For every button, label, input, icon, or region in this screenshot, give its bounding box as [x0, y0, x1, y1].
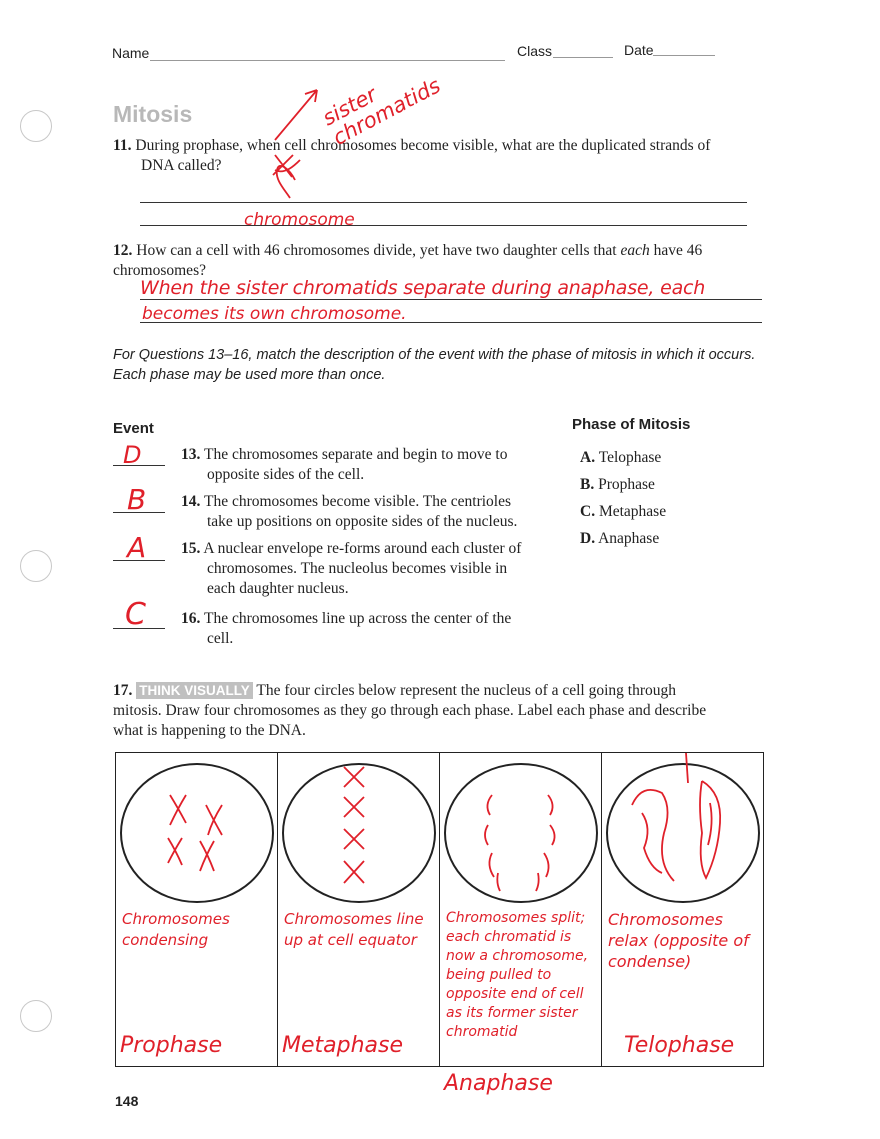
event-15-answer-line [113, 560, 165, 561]
prophase-description: Chromosomes condensing [122, 910, 230, 949]
prophase-label: Prophase [120, 1033, 223, 1058]
telophase-chromosomes [602, 753, 762, 903]
binder-hole-top [20, 110, 52, 142]
q11-annotation-chromosome: chromosome [244, 210, 355, 230]
matching-instructions: For Questions 13–16, match the description of the event with the phase of mitosis in which it occurs. Each phase may be used more than once. [113, 347, 756, 383]
event-14-text: The chromosomes become visible. The centrioles [203, 493, 512, 510]
question-17 [113, 681, 773, 741]
metaphase-chromosomes [278, 753, 438, 903]
event-item-15 [113, 531, 553, 603]
event-header: Event [113, 420, 154, 437]
q12-text-end: have 46 [653, 242, 703, 259]
event-14-text-2: take up positions on opposite sides of the nucleus. [207, 513, 518, 530]
q12-answer-line-1-text: When the sister chromatids separate during anaphase, each [140, 277, 706, 299]
event-15-answer: A [127, 531, 147, 564]
q12-number: 12. [113, 242, 133, 259]
event-15-number: 15. [181, 540, 201, 557]
class-line [553, 57, 613, 58]
phase-a: A. Telophase [580, 449, 662, 466]
event-15-text: A nuclear envelope re-forms around each cluster of [203, 540, 522, 557]
event-15-text-3: each daughter nucleus. [207, 580, 349, 597]
class-label: Class [517, 43, 553, 59]
date-line [653, 55, 715, 56]
event-item-13 [113, 443, 553, 489]
q12-text: How can a cell with 46 chromosomes divide, yet have two daughter cells that [136, 242, 617, 259]
telophase-description: Chromosomes relax (opposite of condense) [608, 910, 749, 971]
event-list [113, 443, 553, 649]
metaphase-label: Metaphase [282, 1033, 404, 1058]
q12-text-2: chromosomes? [113, 262, 206, 279]
event-14-answer: B [127, 483, 147, 516]
event-16-number: 16. [181, 610, 201, 627]
anaphase-description: Chromosomes split; each chromatid is now a chromosome, being pulled to opposite end of cell as its former sister chromatid [446, 910, 589, 1040]
page-number: 148 [115, 1093, 139, 1109]
event-item-14 [113, 483, 553, 535]
binder-hole-bottom [20, 1000, 52, 1032]
event-16-text: The chromosomes line up across the center of the [203, 610, 512, 627]
q11-text: During prophase, when cell chromosomes become visible, what are the duplicated strands of [135, 137, 711, 154]
q17-text-2: mitosis. Draw four chromosomes as they go through each phase. Label each phase and describe [113, 702, 707, 719]
q11-text-2: DNA called? [141, 157, 222, 174]
q11-answer-line-2 [140, 225, 747, 226]
q12-answer-line-2 [140, 322, 762, 323]
q12-answer-line-2-text: becomes its own chromosome. [142, 304, 407, 324]
q11-arrow-drawing [245, 80, 365, 210]
event-13-number: 13. [181, 446, 201, 463]
event-14-number: 14. [181, 493, 201, 510]
q12-text-emphasis: each [620, 242, 650, 259]
q17-text: The four circles below represent the nucleus of a cell going through [256, 682, 677, 699]
q17-number: 17. [113, 682, 133, 699]
anaphase-chromosomes [440, 753, 600, 903]
telophase-label: Telophase [624, 1033, 735, 1058]
event-15-text-2: chromosomes. The nucleolus becomes visible in [207, 560, 508, 577]
phase-b: B. Prophase [580, 476, 655, 493]
cell-metaphase [278, 753, 440, 1067]
anaphase-label: Anaphase [444, 1071, 553, 1096]
event-14-answer-line [113, 512, 165, 513]
think-visually-badge: THINK VISUALLY [136, 682, 253, 699]
q11-annotation-sister-chromatids: sister chromatids [318, 73, 445, 150]
mitosis-drawing-grid [115, 752, 764, 1096]
phase-list [580, 444, 666, 552]
event-16-answer: C [125, 597, 146, 632]
q11-answer-line-1 [140, 202, 747, 203]
phase-d: D. Anaphase [580, 530, 660, 547]
name-label: Name [112, 45, 150, 61]
event-16-text-2: cell. [207, 630, 234, 647]
event-13-answer-line [113, 465, 165, 466]
date-label: Date [624, 42, 654, 58]
event-item-16 [113, 597, 553, 649]
question-12 [113, 241, 773, 281]
cell-telophase [602, 753, 764, 1067]
q12-answer-line-1 [140, 299, 762, 300]
event-16-answer-line [113, 628, 165, 629]
cell-prophase [116, 753, 278, 1067]
question-11 [113, 136, 753, 176]
cell-anaphase [440, 753, 602, 1096]
phase-header: Phase of Mitosis [572, 416, 691, 433]
phase-c: C. Metaphase [580, 503, 667, 520]
q11-number: 11. [113, 137, 132, 154]
event-13-answer: D [123, 441, 142, 469]
event-13-text: The chromosomes separate and begin to move to [203, 446, 508, 463]
metaphase-description: Chromosomes line up at cell equator [284, 910, 424, 949]
prophase-chromosomes [116, 753, 276, 903]
q17-text-3: what is happening to the DNA. [113, 722, 306, 739]
binder-hole-middle [20, 550, 52, 582]
event-13-text-2: opposite sides of the cell. [207, 466, 365, 483]
section-title: Mitosis [113, 101, 193, 127]
